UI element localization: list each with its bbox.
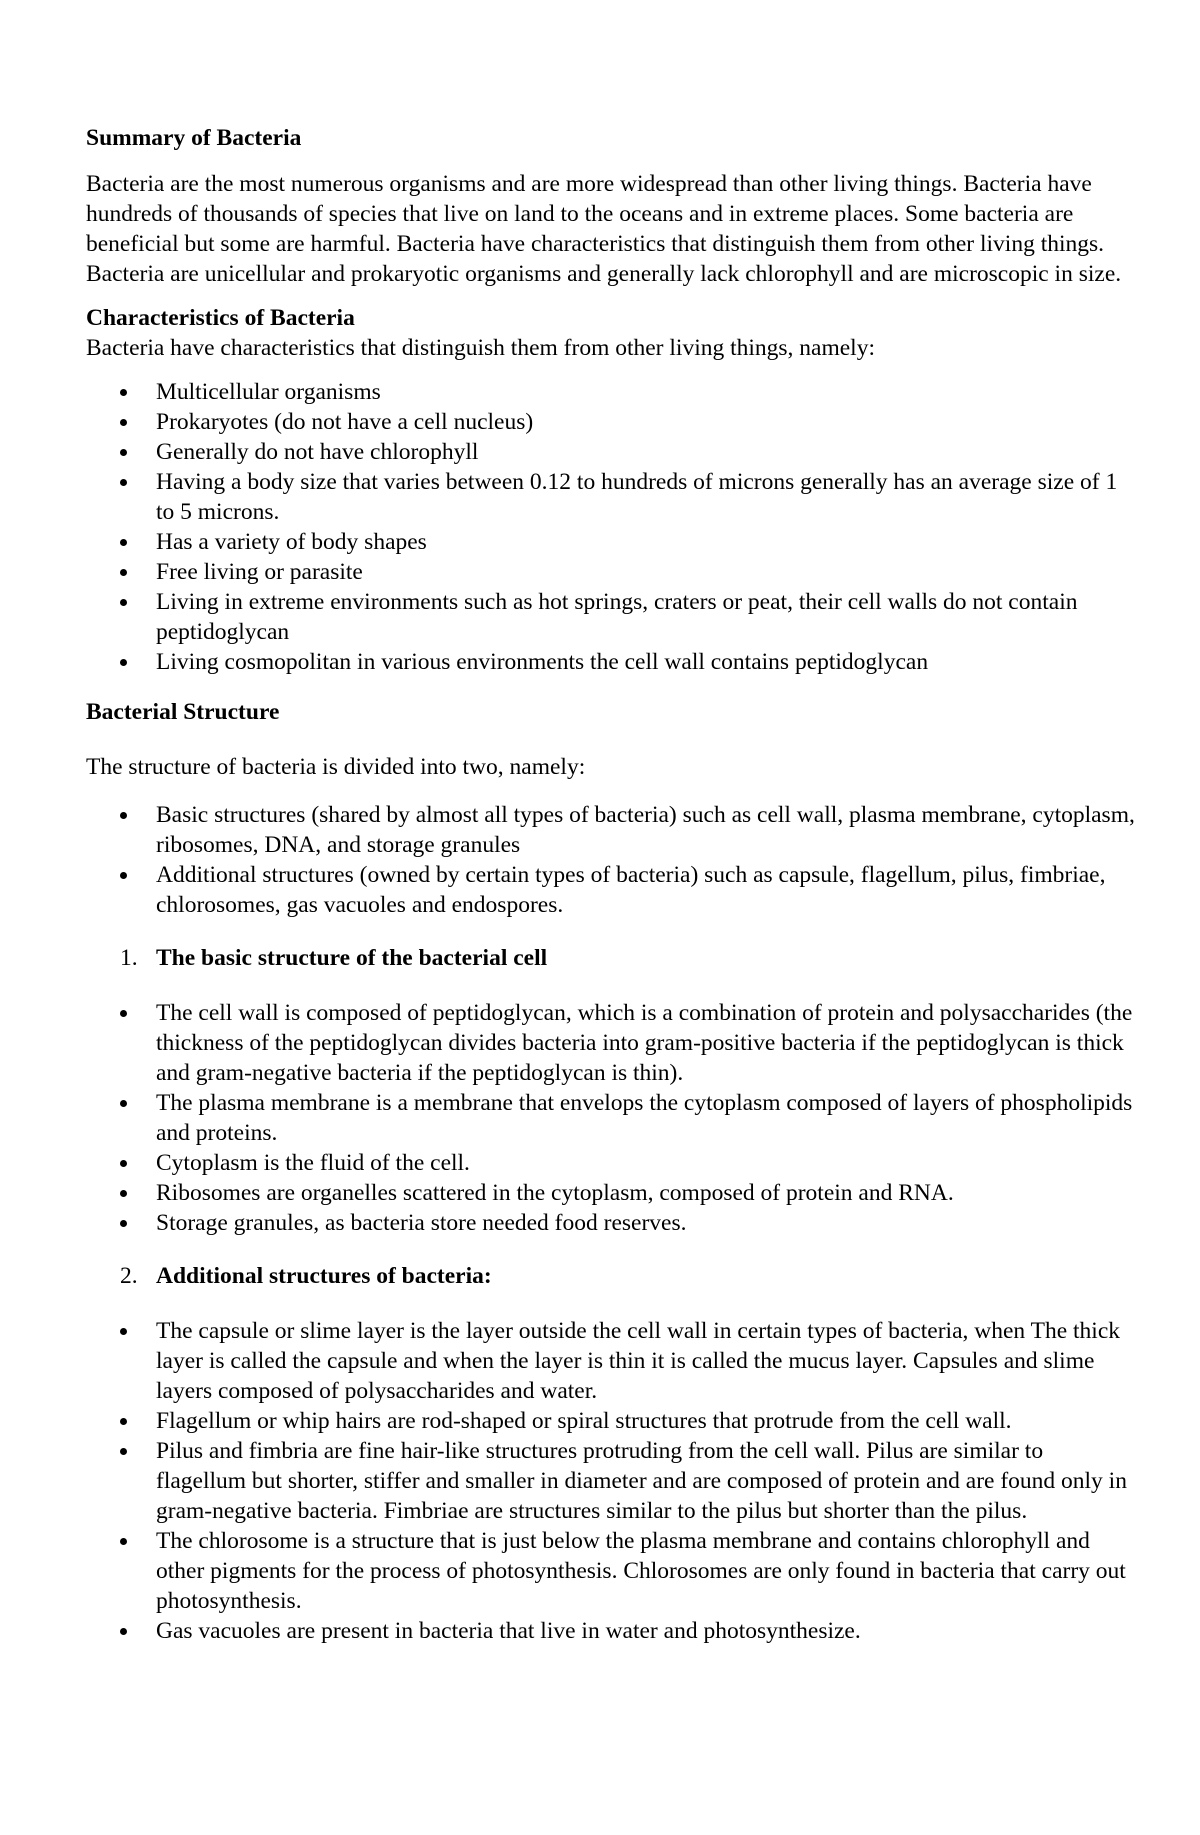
characteristics-intro: Bacteria have characteristics that distinguish them from other living things, namely: — [86, 335, 875, 361]
list-item: Additional structures (owned by certain types of bacteria) such as capsule, flagellum, pilus, fimbriae, chlorosomes, gas vacuoles and endospores. — [156, 860, 1136, 920]
list-item: Living in extreme environments such as hot springs, craters or peat, their cell walls do not contain peptidoglycan — [156, 587, 1136, 647]
list-item: Cytoplasm is the fluid of the cell. — [156, 1148, 1136, 1178]
section-title: Additional structures of bacteria: — [156, 1263, 492, 1289]
basic-structure-heading — [86, 943, 1136, 973]
list-item: Living cosmopolitan in various environments the cell wall contains peptidoglycan — [156, 647, 1136, 677]
structure-intro: The structure of bacteria is divided into two, namely: — [86, 754, 586, 780]
characteristics-list — [86, 377, 1136, 677]
summary-heading: Summary of Bacteria — [86, 125, 302, 151]
list-item: Free living or parasite — [156, 557, 1136, 587]
list-item: Flagellum or whip hairs are rod-shaped or spiral structures that protrude from the cell wall. — [156, 1406, 1136, 1436]
document-page — [86, 123, 1136, 1646]
list-item: Prokaryotes (do not have a cell nucleus) — [156, 407, 1136, 437]
section-number: 1. — [120, 945, 138, 971]
section-title: The basic structure of the bacterial cell — [156, 945, 548, 971]
list-item: Has a variety of body shapes — [156, 527, 1136, 557]
list-item: Basic structures (shared by almost all types of bacteria) such as cell wall, plasma membrane, cytoplasm, ribosomes, DNA, and storage granules — [156, 802, 1135, 858]
summary-paragraph: Bacteria are the most numerous organisms and are more widespread than other living things. Bacteria have hundreds of thousands of species that live on land to the oceans and in extreme places. Some bacteria are beneficial but some are harmful. Bacteria have characteristics that distinguish them from other living things. Bacteria are unicellular and prokaryotic organisms and generally lack chlorophyll and are microscopic in size. — [86, 171, 1122, 287]
additional-structure-heading — [86, 1261, 1136, 1291]
list-item: Storage granules, as bacteria store needed food reserves. — [156, 1208, 1136, 1238]
structure-heading: Bacterial Structure — [86, 699, 280, 725]
structure-list — [86, 800, 1136, 920]
list-item: Having a body size that varies between 0.12 to hundreds of microns generally has an average size of 1 to 5 microns. — [156, 467, 1136, 527]
list-item: Ribosomes are organelles scattered in the cytoplasm, composed of protein and RNA. — [156, 1178, 1136, 1208]
list-item: Gas vacuoles are present in bacteria that live in water and photosynthesize. — [156, 1616, 1136, 1646]
list-item: Generally do not have chlorophyll — [156, 437, 1136, 467]
basic-structure-list — [86, 998, 1136, 1238]
list-item: The capsule or slime layer is the layer outside the cell wall in certain types of bacteria, when The thick layer is called the capsule and when the layer is thin it is called the mucus layer. Capsules and slime layers composed of polysaccharides and water. — [156, 1316, 1136, 1406]
characteristics-heading: Characteristics of Bacteria — [86, 305, 355, 331]
list-item: The plasma membrane is a membrane that envelops the cytoplasm composed of layers of phospholipids and proteins. — [156, 1088, 1136, 1148]
list-item: Multicellular organisms — [156, 377, 1136, 407]
list-item: The cell wall is composed of peptidoglycan, which is a combination of protein and polysaccharides (the thickness of the peptidoglycan divides bacteria into gram-positive bacteria if the peptidoglycan is thick and gram-negative bacteria if the peptidoglycan is thin). — [156, 998, 1136, 1088]
list-item: Pilus and fimbria are fine hair-like structures protruding from the cell wall. Pilus are similar to flagellum but shorter, stiffer and smaller in diameter and are composed of protein and are found only in gram-negative bacteria. Fimbriae are structures similar to the pilus but shorter than the pilus. — [156, 1436, 1136, 1526]
section-number: 2. — [120, 1263, 138, 1289]
additional-structure-list — [86, 1316, 1136, 1646]
list-item: The chlorosome is a structure that is just below the plasma membrane and contains chlorophyll and other pigments for the process of photosynthesis. Chlorosomes are only found in bacteria that carry out photosynthesis. — [156, 1526, 1136, 1616]
